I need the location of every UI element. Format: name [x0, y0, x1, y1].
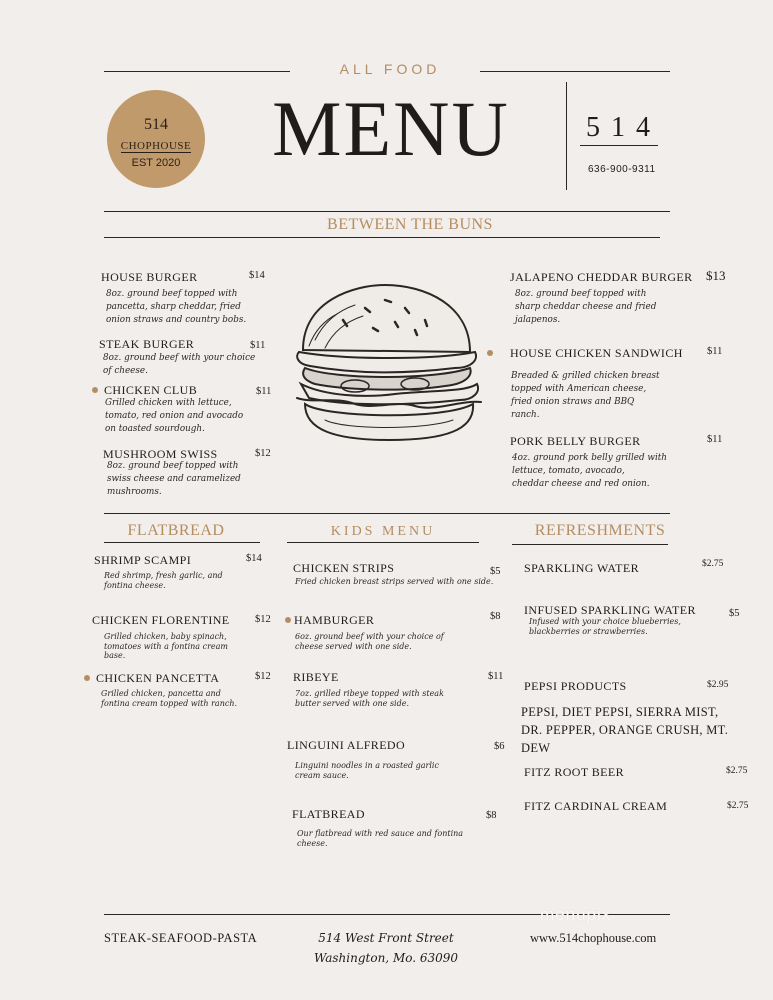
- logo-badge: [107, 90, 205, 188]
- price-linguini-alfredo: $6: [494, 741, 505, 752]
- footer-address-line1: 514 West Front Street: [318, 931, 454, 945]
- desc-house-burger: 8oz. ground beef topped with pancetta, sharp cheddar, fried onion straws and country bobs.: [106, 289, 247, 325]
- price-fitz-root-beer: $2.75: [726, 766, 748, 776]
- bullet-hamburger: [285, 617, 291, 623]
- item-house-chicken-sandwich: HOUSE CHICKEN SANDWICH: [510, 346, 683, 360]
- desc-chicken-strips: Fried chicken breast strips served with one side.: [295, 577, 494, 586]
- desc-chicken-florentine: Grilled chicken, baby spinach, tomatoes with a fontina cream base.: [104, 632, 228, 660]
- price-infused-sparkling-water: $5: [729, 608, 740, 619]
- logo-name: CHOPHOUSE: [120, 140, 192, 152]
- item-chicken-club: CHICKEN CLUB: [104, 383, 198, 397]
- menu-title: MENU: [272, 85, 510, 172]
- logo-number: 514: [144, 116, 168, 133]
- header-rule-left: [104, 71, 290, 72]
- price-chicken-florentine: $12: [255, 614, 271, 625]
- flatbread-rule: [104, 542, 260, 543]
- item-chicken-strips: CHICKEN STRIPS: [293, 561, 395, 575]
- price-fitz-cardinal-cream: $2.75: [727, 801, 749, 811]
- item-pork-belly-burger: PORK BELLY BURGER: [510, 434, 641, 448]
- refreshments-rule: [512, 544, 668, 545]
- footer-website[interactable]: www.514chophouse.com: [530, 931, 657, 945]
- price-ribeye: $11: [488, 671, 504, 682]
- logo-est: EST 2020: [131, 157, 181, 169]
- kids-rule: [287, 542, 479, 543]
- header-rule-right: [480, 71, 670, 72]
- desc-steak-burger: 8oz. ground beef with your choice of cheese.: [103, 353, 256, 376]
- burger-illustration: [285, 280, 495, 450]
- desc-ribeye: 7oz. grilled ribeye topped with steak butter served with one side.: [295, 689, 444, 708]
- desc-mushroom-swiss: 8oz. ground beef topped with swiss cheese and caramelized mushrooms.: [107, 461, 241, 497]
- price-house-chicken-sandwich: $11: [707, 346, 723, 357]
- bullet-chicken-club: [92, 387, 98, 393]
- item-hamburger: HAMBURGER: [294, 613, 375, 627]
- item-linguini-alfredo: LINGUINI ALFREDO: [287, 738, 406, 752]
- flatbread-title: FLATBREAD: [127, 522, 225, 539]
- price-hamburger: $8: [490, 611, 501, 622]
- header-vertical-divider: [566, 82, 567, 190]
- item-pepsi-products: PEPSI PRODUCTS: [524, 679, 627, 693]
- item-steak-burger: STEAK BURGER: [99, 337, 195, 351]
- price-shrimp-scampi: $14: [246, 553, 262, 564]
- item-chicken-florentine: CHICKEN FLORENTINE: [92, 613, 230, 627]
- buns-rule-top: [104, 211, 670, 212]
- buns-title: BETWEEN THE BUNS: [327, 216, 493, 233]
- price-sparkling-water: $2.75: [702, 559, 724, 569]
- item-fitz-root-beer: FITZ ROOT BEER: [524, 765, 625, 779]
- watermark: menupix: [540, 905, 612, 924]
- all-food-label: ALL FOOD: [339, 61, 441, 77]
- desc-pork-belly-burger: 4oz. ground pork belly grilled with lettuce, tomato, avocado, cheddar cheese and red onion.: [512, 453, 667, 489]
- price-mushroom-swiss: $12: [255, 448, 271, 459]
- price-steak-burger: $11: [250, 340, 266, 351]
- item-infused-sparkling-water: INFUSED SPARKLING WATER: [524, 603, 696, 617]
- footer-address: [306, 928, 466, 968]
- item-jalapeno-cheddar-burger: JALAPENO CHEDDAR BURGER: [510, 270, 693, 284]
- price-kids-flatbread: $8: [486, 810, 497, 821]
- middle-rule: [104, 513, 670, 514]
- price-chicken-pancetta: $12: [255, 671, 271, 682]
- phone-number: 636-900-9311: [588, 164, 656, 175]
- desc-house-chicken-sandwich: Breaded & grilled chicken breast topped with American cheese, fried onion straws and BBQ ranch.: [511, 371, 660, 420]
- price-house-burger: $14: [249, 270, 265, 281]
- price-pepsi-products: $2.95: [707, 680, 729, 690]
- footer-tagline: STEAK-SEAFOOD-PASTA: [104, 931, 258, 945]
- footer-address-line2: Washington, Mo. 63090: [313, 951, 459, 965]
- desc-jalapeno-cheddar-burger: 8oz. ground beef topped with sharp cheddar cheese and fried jalapenos.: [515, 289, 657, 325]
- item-chicken-pancetta: CHICKEN PANCETTA: [96, 671, 220, 685]
- desc-kids-flatbread: Our flatbread with red sauce and fontina cheese.: [297, 829, 464, 848]
- item-sparkling-water: SPARKLING WATER: [524, 561, 640, 575]
- bullet-house-chicken-sandwich: [487, 350, 493, 356]
- refreshments-title: REFRESHMENTS: [534, 522, 666, 539]
- header-number-rule: [580, 145, 658, 146]
- desc-linguini-alfredo: Linguini noodles in a roasted garlic cream sauce.: [295, 761, 439, 780]
- desc-shrimp-scampi: Red shrimp, fresh garlic, and fontina cheese.: [104, 571, 223, 590]
- desc-chicken-pancetta: Grilled chicken, pancetta and fontina cream topped with ranch.: [101, 689, 238, 708]
- price-chicken-club: $11: [256, 386, 272, 397]
- item-fitz-cardinal-cream: FITZ CARDINAL CREAM: [524, 799, 668, 813]
- kids-title: KIDS MENU: [330, 524, 436, 539]
- desc-hamburger: 6oz. ground beef with your choice of cheese served with one side.: [295, 632, 444, 651]
- price-jalapeno-cheddar-burger: $13: [706, 268, 726, 283]
- header-number: 514: [586, 112, 661, 143]
- price-chicken-strips: $5: [490, 566, 501, 577]
- bullet-chicken-pancetta: [84, 675, 90, 681]
- buns-rule-bottom: [104, 237, 660, 238]
- desc-chicken-club: Grilled chicken with lettuce, tomato, red onion and avocado on toasted sourdough.: [105, 398, 244, 434]
- item-shrimp-scampi: SHRIMP SCAMPI: [94, 553, 192, 567]
- item-ribeye: RIBEYE: [293, 670, 339, 684]
- item-house-burger: HOUSE BURGER: [101, 270, 198, 284]
- desc-infused-sparkling-water: Infused with your choice blueberries, blackberries or strawberries.: [529, 617, 681, 636]
- price-pork-belly-burger: $11: [707, 434, 723, 445]
- pepsi-flavor-list: PEPSI, DIET PEPSI, SIERRA MIST, DR. PEPPER, ORANGE CRUSH, MT. DEW: [521, 705, 729, 755]
- item-mushroom-swiss: MUSHROOM SWISS: [103, 447, 218, 461]
- item-kids-flatbread: FLATBREAD: [292, 807, 365, 821]
